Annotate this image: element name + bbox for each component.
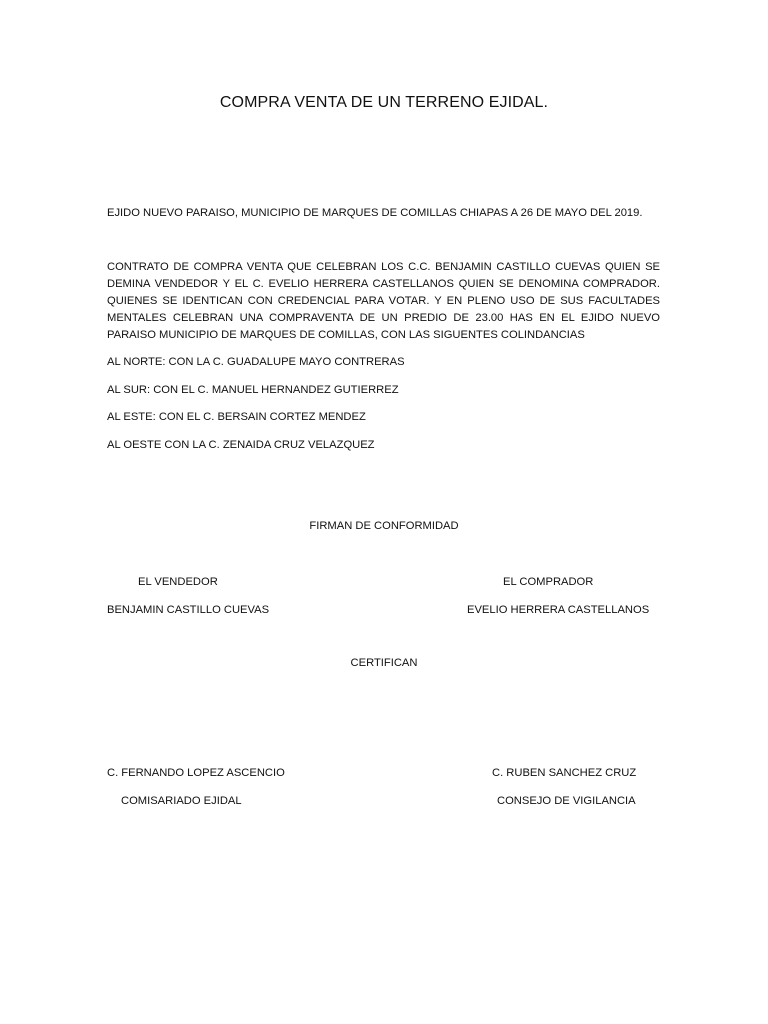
- buyer-name: EVELIO HERRERA CASTELLANOS: [467, 604, 650, 616]
- document-title: COMPRA VENTA DE UN TERRENO EJIDAL.: [219, 94, 549, 111]
- boundary-east: AL ESTE: CON EL C. BERSAIN CORTEZ MENDEZ: [107, 411, 366, 423]
- signatures-heading: FIRMAN DE CONFORMIDAD: [309, 520, 459, 532]
- boundary-west: AL OESTE CON LA C. ZENAIDA CRUZ VELAZQUEZ: [107, 439, 375, 451]
- certifier-left-role: COMISARIADO EJIDAL: [121, 795, 242, 807]
- certifier-left-name: C. FERNANDO LOPEZ ASCENCIO: [107, 767, 285, 779]
- boundary-south: AL SUR: CON EL C. MANUEL HERNANDEZ GUTIERREZ: [107, 384, 399, 396]
- certifier-right-name: C. RUBEN SANCHEZ CRUZ: [492, 767, 637, 779]
- certifier-right-role: CONSEJO DE VIGILANCIA: [497, 795, 636, 807]
- boundary-north: AL NORTE: CON LA C. GUADALUPE MAYO CONTRERAS: [107, 356, 405, 368]
- seller-role: EL VENDEDOR: [138, 576, 218, 588]
- certify-heading: CERTIFICAN: [350, 657, 418, 669]
- place-date-line: EJIDO NUEVO PARAISO, MUNICIPIO DE MARQUES DE COMILLAS CHIAPAS A 26 DE MAYO DEL 2019.: [107, 207, 643, 219]
- buyer-role: EL COMPRADOR: [503, 576, 594, 588]
- seller-name: BENJAMIN CASTILLO CUEVAS: [107, 604, 270, 616]
- contract-paragraph: CONTRATO DE COMPRA VENTA QUE CELEBRAN LOS C.C. BENJAMIN CASTILLO CUEVAS QUIEN SE DEMINA VENDEDOR Y EL C. EVELIO HERRERA CASTELLANOS QUIEN SE DENOMINA COMPRADOR. QUIENES SE IDENTICAN CON CREDENCIAL PARA VOTAR. Y EN PLENO USO DE SUS FACULTADES MENTALES CELEBRAN UNA COMPRAVENTA DE UN PREDIO DE 23.00 HAS EN EL EJIDO NUEVO PARAISO MUNICIPIO DE MARQUES DE COMILLAS, CON LAS SIGUENTES COLINDANCIAS: [107, 261, 660, 341]
